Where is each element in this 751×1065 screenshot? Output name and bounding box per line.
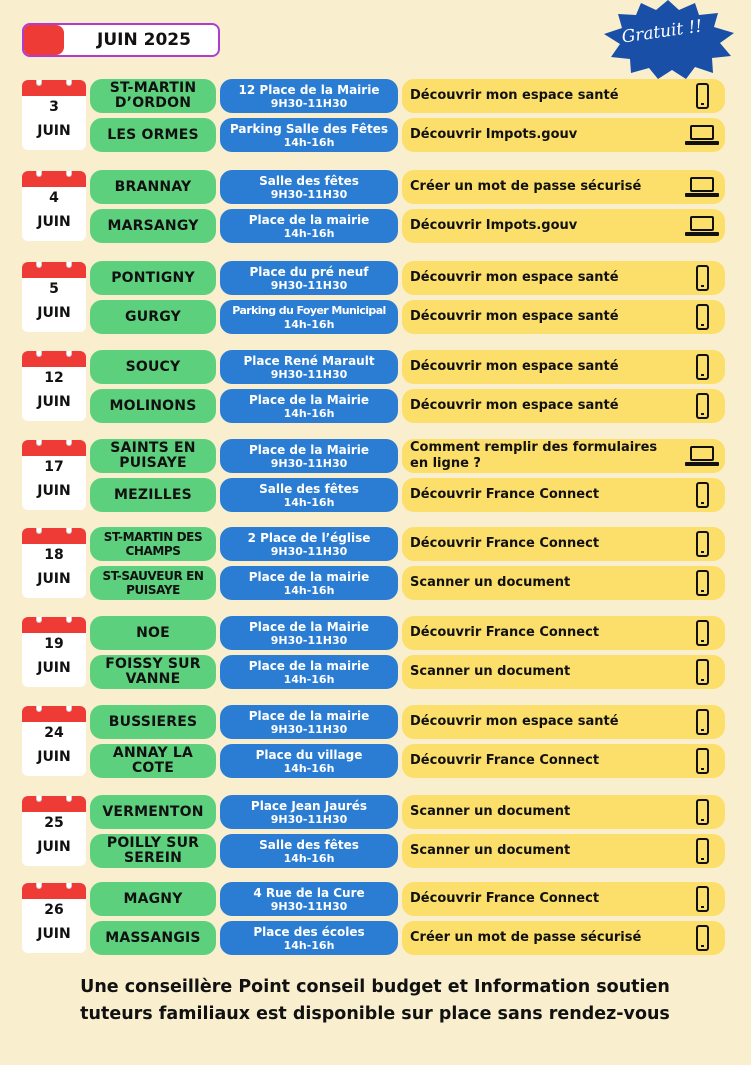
laptop-icon [685, 123, 719, 147]
device-slot [679, 886, 725, 912]
time-slot: 9H30-11H30 [270, 278, 348, 292]
activity [402, 527, 725, 561]
calendar-icon [22, 706, 86, 776]
time-slot: 9H30-11H30 [270, 544, 348, 558]
meeting-place [220, 527, 398, 561]
time-slot: 9H30-11H30 [270, 899, 348, 913]
meeting-place [220, 705, 398, 739]
device-slot [679, 748, 725, 774]
calendar-ring [66, 351, 72, 357]
place-name: Place du village [255, 747, 363, 762]
laptop-icon [685, 175, 719, 199]
meeting-place [220, 882, 398, 916]
activity-label: Découvrir mon espace santé [410, 359, 619, 374]
calendar-month: JUIN [37, 839, 71, 855]
calendar-month: JUIN [37, 123, 71, 139]
day-group [22, 703, 725, 777]
calendar-icon [22, 171, 86, 241]
place-name: Place de la mairie [248, 658, 370, 673]
activity [402, 616, 725, 650]
town-name: VERMENTON [90, 795, 216, 829]
activity-label: Scanner un document [410, 843, 571, 858]
phone-icon [696, 354, 709, 380]
calendar-header [22, 171, 86, 187]
device-slot [679, 175, 725, 199]
meeting-place [220, 389, 398, 423]
meeting-place [220, 118, 398, 152]
device-slot [679, 659, 725, 685]
time-slot: 14h-16h [283, 672, 335, 686]
town-name: MARSANGY [90, 209, 216, 243]
meeting-place [220, 170, 398, 204]
calendar-month: JUIN [37, 660, 71, 676]
calendar-icon [22, 883, 86, 953]
phone-icon [696, 620, 709, 646]
calendar-month: JUIN [37, 305, 71, 321]
phone-icon [696, 393, 709, 419]
meeting-place [220, 439, 398, 473]
calendar-icon [22, 262, 86, 332]
day-group [22, 168, 725, 242]
device-slot [679, 799, 725, 825]
page-header [22, 23, 220, 57]
day-group [22, 259, 725, 333]
time-slot: 9H30-11H30 [270, 96, 348, 110]
activity-label: Découvrir mon espace santé [410, 270, 619, 285]
phone-icon [696, 748, 709, 774]
town-name: ST-MARTIN D’ORDON [90, 79, 216, 113]
activity [402, 566, 725, 600]
activity [402, 705, 725, 739]
calendar-ring [66, 528, 72, 534]
phone-icon [696, 709, 709, 735]
place-name: Place de la Mairie [248, 392, 370, 407]
place-name: Place Jean Jaurés [250, 798, 368, 813]
calendar-day: 5 [49, 281, 59, 297]
calendar-ring [66, 796, 72, 802]
town-name: GURGY [90, 300, 216, 334]
calendar-day: 26 [44, 902, 64, 918]
time-slot: 9H30-11H30 [270, 722, 348, 736]
laptop-icon [685, 214, 719, 238]
place-name: Place de la Mairie [248, 442, 370, 457]
meeting-place [220, 744, 398, 778]
free-badge-text: Gratuit !! [620, 16, 704, 48]
calendar-header [22, 528, 86, 544]
town-name: MOLINONS [90, 389, 216, 423]
time-slot: 9H30-11H30 [270, 812, 348, 826]
town-name: ANNAY LA COTE [90, 744, 216, 778]
calendar-icon [22, 796, 86, 866]
activity-label: Scanner un document [410, 575, 571, 590]
calendar-header [22, 262, 86, 278]
time-slot: 14h-16h [283, 761, 335, 775]
day-group [22, 614, 725, 688]
header-accent [22, 25, 64, 55]
place-name: Parking du Foyer Municipal [232, 303, 386, 317]
phone-icon [696, 265, 709, 291]
meeting-place [220, 566, 398, 600]
calendar-icon [22, 440, 86, 510]
calendar-day: 3 [49, 99, 59, 115]
activity [402, 795, 725, 829]
town-name: MAGNY [90, 882, 216, 916]
place-name: Parking Salle des Fêtes [229, 121, 389, 136]
device-slot [679, 444, 725, 468]
time-slot: 9H30-11H30 [270, 633, 348, 647]
town-name: POILLY SUR SEREIN [90, 834, 216, 868]
calendar-ring [66, 171, 72, 177]
activity [402, 744, 725, 778]
laptop-icon [685, 444, 719, 468]
town-name: NOE [90, 616, 216, 650]
calendar-icon [22, 617, 86, 687]
calendar-ring [36, 883, 42, 889]
meeting-place [220, 261, 398, 295]
activity-label: Découvrir France Connect [410, 536, 600, 551]
meeting-place [220, 795, 398, 829]
device-slot [679, 482, 725, 508]
time-slot: 9H30-11H30 [270, 367, 348, 381]
device-slot [679, 620, 725, 646]
calendar-day: 19 [44, 636, 64, 652]
calendar-month: JUIN [37, 214, 71, 230]
phone-icon [696, 304, 709, 330]
activity [402, 209, 725, 243]
place-name: Place René Marault [243, 353, 375, 368]
calendar-icon [22, 351, 86, 421]
activity [402, 882, 725, 916]
day-group [22, 525, 725, 599]
calendar-ring [36, 706, 42, 712]
activity-label: Créer un mot de passe sécurisé [410, 930, 642, 945]
device-slot [679, 570, 725, 596]
town-name: BUSSIERES [90, 705, 216, 739]
place-name: Salle des fêtes [259, 837, 359, 852]
device-slot [679, 925, 725, 951]
device-slot [679, 531, 725, 557]
free-badge [598, 0, 738, 80]
device-slot [679, 393, 725, 419]
device-slot [679, 123, 725, 147]
device-slot [679, 265, 725, 291]
activity-label: Créer un mot de passe sécurisé [410, 179, 642, 194]
activity [402, 389, 725, 423]
calendar-ring [36, 528, 42, 534]
time-slot: 9H30-11H30 [270, 456, 348, 470]
calendar-day: 25 [44, 815, 64, 831]
calendar-header [22, 706, 86, 722]
calendar-ring [66, 706, 72, 712]
calendar-ring [36, 262, 42, 268]
calendar-day: 18 [44, 547, 64, 563]
calendar-ring [66, 440, 72, 446]
day-group [22, 437, 725, 511]
day-group [22, 348, 725, 422]
calendar-header [22, 440, 86, 456]
activity-label: Découvrir mon espace santé [410, 309, 619, 324]
activity-label: Scanner un document [410, 664, 571, 679]
place-name: 12 Place de la Mairie [238, 82, 380, 97]
place-name: 4 Rue de la Cure [253, 885, 365, 900]
phone-icon [696, 659, 709, 685]
calendar-day: 17 [44, 459, 64, 475]
time-slot: 14h-16h [283, 583, 335, 597]
town-name: ST-SAUVEUR EN PUISAYE [90, 566, 216, 600]
day-group [22, 793, 725, 867]
calendar-ring [36, 796, 42, 802]
calendar-ring [36, 440, 42, 446]
calendar-ring [66, 262, 72, 268]
activity-label: Découvrir France Connect [410, 625, 600, 640]
calendar-month: JUIN [37, 571, 71, 587]
time-slot: 14h-16h [283, 135, 335, 149]
place-name: 2 Place de l’église [247, 530, 371, 545]
meeting-place [220, 350, 398, 384]
phone-icon [696, 799, 709, 825]
phone-icon [696, 886, 709, 912]
calendar-month: JUIN [37, 926, 71, 942]
activity-label: Scanner un document [410, 804, 571, 819]
place-name: Place de la mairie [248, 212, 370, 227]
activity [402, 300, 725, 334]
calendar-ring [66, 883, 72, 889]
place-name: Place de la mairie [248, 569, 370, 584]
town-name: ST-MARTIN DES CHAMPS [90, 527, 216, 561]
calendar-icon [22, 80, 86, 150]
town-name: SOUCY [90, 350, 216, 384]
place-name: Salle des fêtes [259, 481, 359, 496]
activity [402, 118, 725, 152]
activity [402, 834, 725, 868]
meeting-place [220, 478, 398, 512]
place-name: Place de la mairie [248, 708, 370, 723]
calendar-ring [36, 171, 42, 177]
activity [402, 170, 725, 204]
activity [402, 350, 725, 384]
calendar-ring [66, 617, 72, 623]
calendar-day: 24 [44, 725, 64, 741]
calendar-ring [66, 80, 72, 86]
meeting-place [220, 616, 398, 650]
activity-label: Découvrir France Connect [410, 753, 600, 768]
meeting-place [220, 79, 398, 113]
calendar-ring [36, 617, 42, 623]
device-slot [679, 709, 725, 735]
meeting-place [220, 209, 398, 243]
device-slot [679, 838, 725, 864]
place-name: Salle des fêtes [259, 173, 359, 188]
activity [402, 439, 725, 473]
day-group [22, 77, 725, 151]
calendar-header [22, 883, 86, 899]
activity-label: Découvrir France Connect [410, 487, 600, 502]
day-group [22, 880, 725, 954]
device-slot [679, 214, 725, 238]
calendar-header [22, 796, 86, 812]
phone-icon [696, 925, 709, 951]
phone-icon [696, 531, 709, 557]
activity-label: Découvrir France Connect [410, 891, 600, 906]
town-name: PONTIGNY [90, 261, 216, 295]
town-name: SAINTS EN PUISAYE [90, 439, 216, 473]
activity-label: Découvrir Impots.gouv [410, 218, 578, 233]
meeting-place [220, 300, 398, 334]
footer-note: Une conseillère Point conseil budget et Information soutien tuteurs familiaux est disponible sur place sans rendez-vous [80, 977, 670, 1024]
activity [402, 261, 725, 295]
town-name: BRANNAY [90, 170, 216, 204]
phone-icon [696, 570, 709, 596]
calendar-icon [22, 528, 86, 598]
time-slot: 14h-16h [283, 851, 335, 865]
place-name: Place de la Mairie [248, 619, 370, 634]
calendar-header [22, 351, 86, 367]
activity [402, 478, 725, 512]
calendar-month: JUIN [37, 749, 71, 765]
activity-label: Découvrir Impots.gouv [410, 127, 578, 142]
time-slot: 14h-16h [283, 317, 335, 331]
meeting-place [220, 921, 398, 955]
calendar-ring [36, 80, 42, 86]
place-name: Place des écoles [253, 924, 365, 939]
town-name: LES ORMES [90, 118, 216, 152]
town-name: MEZILLES [90, 478, 216, 512]
activity-label: Découvrir mon espace santé [410, 714, 619, 729]
activity [402, 655, 725, 689]
phone-icon [696, 482, 709, 508]
time-slot: 14h-16h [283, 495, 335, 509]
device-slot [679, 304, 725, 330]
calendar-day: 4 [49, 190, 59, 206]
activity-label: Découvrir mon espace santé [410, 88, 619, 103]
town-name: FOISSY SUR VANNE [90, 655, 216, 689]
device-slot [679, 83, 725, 109]
time-slot: 14h-16h [283, 226, 335, 240]
meeting-place [220, 834, 398, 868]
calendar-day: 12 [44, 370, 64, 386]
time-slot: 14h-16h [283, 406, 335, 420]
activity-label: Comment remplir des formulaires en ligne ? [410, 440, 658, 471]
activity [402, 79, 725, 113]
phone-icon [696, 83, 709, 109]
page-title: JUIN 2025 [97, 30, 191, 50]
meeting-place [220, 655, 398, 689]
calendar-header [22, 617, 86, 633]
calendar-header [22, 80, 86, 96]
phone-icon [696, 838, 709, 864]
place-name: Place du pré neuf [249, 264, 369, 279]
time-slot: 14h-16h [283, 938, 335, 952]
activity [402, 921, 725, 955]
calendar-month: JUIN [37, 483, 71, 499]
time-slot: 9H30-11H30 [270, 187, 348, 201]
calendar-ring [36, 351, 42, 357]
activity-label: Découvrir mon espace santé [410, 398, 619, 413]
town-name: MASSANGIS [90, 921, 216, 955]
device-slot [679, 354, 725, 380]
calendar-month: JUIN [37, 394, 71, 410]
